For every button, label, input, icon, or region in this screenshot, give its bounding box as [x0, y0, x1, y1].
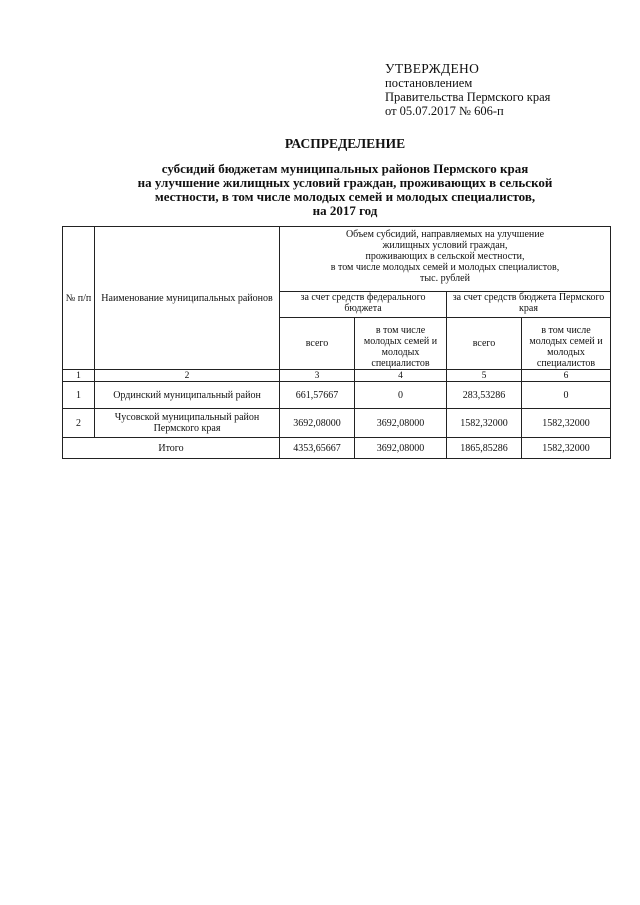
row-number: 2: [63, 409, 95, 438]
column-number: 1: [63, 370, 95, 382]
column-number: 5: [447, 370, 522, 382]
title-line-5: на 2017 год: [312, 203, 378, 218]
header-subsidy-volume: [280, 227, 611, 292]
header-regional-budget: за счет средств бюджета Пермского края: [447, 292, 611, 318]
header-district-name: Наименование муниципальных районов: [95, 227, 280, 370]
column-number: 2: [95, 370, 280, 382]
header-federal-total: всего: [280, 318, 355, 370]
title-line-2: субсидий бюджетам муниципальных районов Пермского края: [161, 161, 529, 176]
distribution-table: [62, 226, 611, 459]
header-regional-young: в том числе молодых семей и молодых специалистов: [522, 318, 611, 370]
federal-total-value: 3692,08000: [280, 409, 355, 438]
approval-stamp: [385, 62, 625, 118]
header-number: № п/п: [63, 227, 95, 370]
header-volume-line-2: жилищных условий граждан,: [382, 240, 508, 251]
regional-young-value: 0: [522, 382, 611, 409]
title-line-4: местности, в том числе молодых семей и молодых специалистов,: [154, 189, 536, 204]
district-name: Ординский муниципальный район: [95, 382, 280, 409]
federal-young-value: 3692,08000: [355, 409, 447, 438]
header-volume-line-3: проживающих в сельской местности,: [365, 251, 525, 262]
district-name: Чусовской муниципальный район Пермского края: [95, 409, 280, 438]
title-line-3: на улучшение жилищных условий граждан, проживающих в сельской: [137, 175, 553, 190]
federal-total-value: 661,57667: [280, 382, 355, 409]
regional-total-value: 1582,32000: [447, 409, 522, 438]
header-volume-line-5: тыс. рублей: [420, 273, 470, 284]
approval-heading: УТВЕРЖДЕНО: [385, 61, 480, 76]
table-row: [63, 382, 611, 409]
header-federal-young: в том числе молодых семей и молодых специалистов: [355, 318, 447, 370]
header-regional-total: всего: [447, 318, 522, 370]
regional-total-value: 283,53286: [447, 382, 522, 409]
title-heading: РАСПРЕДЕЛЕНИЕ: [284, 136, 406, 151]
column-number: 4: [355, 370, 447, 382]
document-title: [70, 137, 620, 218]
column-number: 3: [280, 370, 355, 382]
approval-line-4: от 05.07.2017 № 606-п: [385, 104, 504, 118]
approval-line-3: Правительства Пермского края: [385, 90, 551, 104]
regional-young-value: 1582,32000: [522, 409, 611, 438]
table-row: [63, 409, 611, 438]
total-label: Итого: [63, 438, 280, 459]
row-number: 1: [63, 382, 95, 409]
total-regional-young: 1582,32000: [522, 438, 611, 459]
column-number: 6: [522, 370, 611, 382]
total-federal-total: 4353,65667: [280, 438, 355, 459]
total-federal-young: 3692,08000: [355, 438, 447, 459]
header-volume-line-1: Объем субсидий, направляемых на улучшение: [345, 229, 545, 240]
header-federal-budget: за счет средств федерального бюджета: [280, 292, 447, 318]
total-regional-total: 1865,85286: [447, 438, 522, 459]
federal-young-value: 0: [355, 382, 447, 409]
approval-line-2: постановлением: [385, 76, 473, 90]
total-row: [63, 438, 611, 459]
header-volume-line-4: в том числе молодых семей и молодых специалистов,: [330, 262, 560, 273]
